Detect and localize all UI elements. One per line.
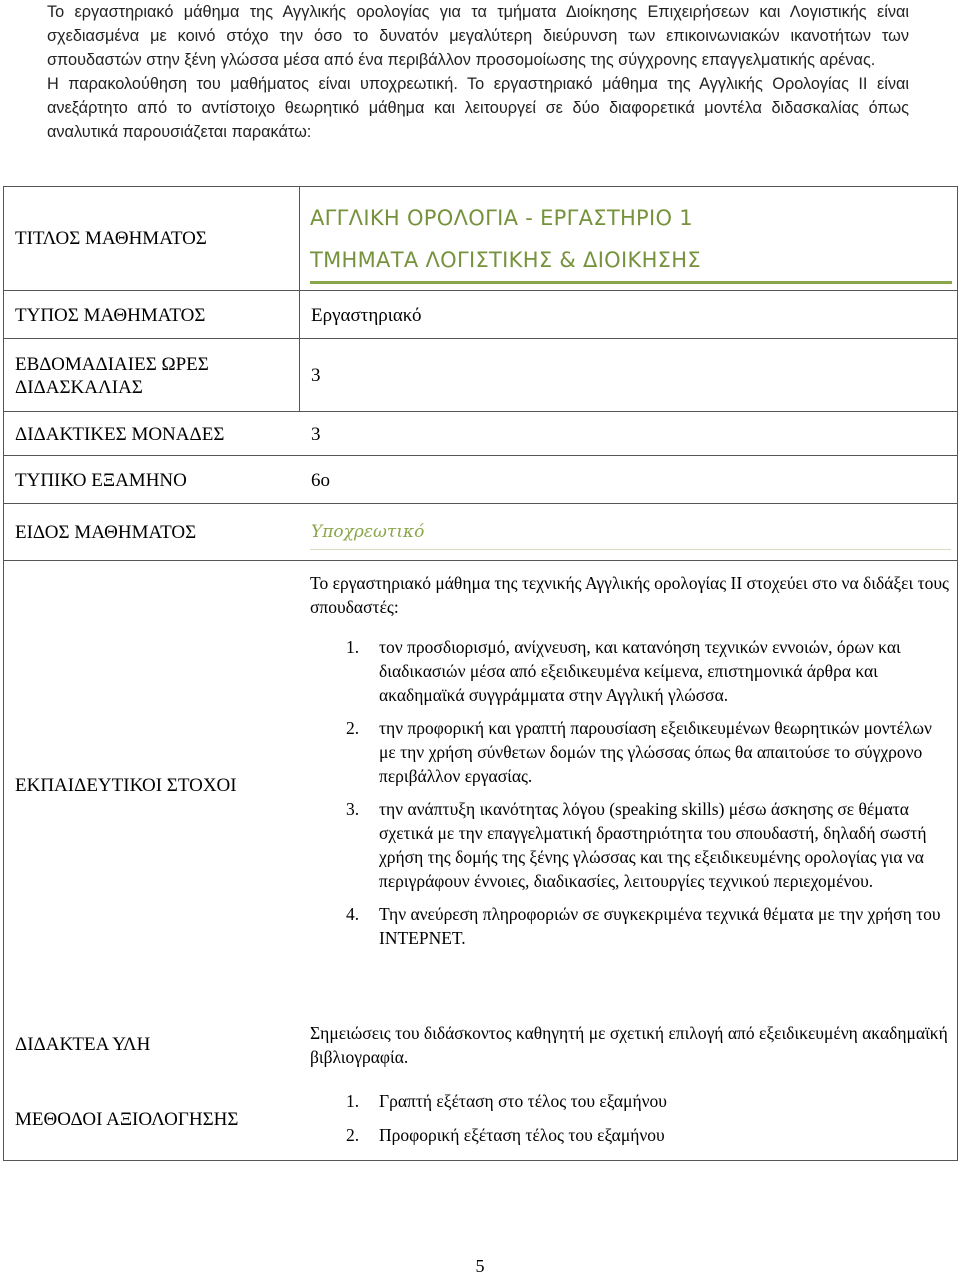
goal-item	[310, 797, 950, 893]
kind-underline	[310, 549, 951, 550]
row-type	[4, 290, 957, 339]
goal-number: 2.	[346, 718, 360, 738]
eval-content	[310, 1089, 950, 1157]
material-value: Σημειώσεις του διδάσκοντος καθηγητή με σχετική επιλογή από εξειδικευμένη ακαδημαϊκή βιβλιογραφία.	[310, 1023, 948, 1067]
course-title-line-1: ΑΓΓΛΙΚΗ ΟΡΟΛΟΓΙΑ - ΕΡΓΑΣΤΗΡΙΟ 1	[310, 206, 693, 230]
goal-item	[310, 635, 950, 707]
eval-list	[310, 1089, 950, 1147]
goals-label: ΕΚΠΑΙΔΕΥΤΙΚΟΙ ΣΤΟΧΟΙ	[15, 775, 237, 796]
course-title	[310, 197, 952, 284]
eval-label: ΜΕΘΟΔΟΙ ΑΞΙΟΛΟΓΗΣΗΣ	[15, 1109, 239, 1130]
course-info-table	[3, 186, 958, 1161]
eval-number: 2.	[346, 1125, 360, 1145]
course-title-line-2: ΤΜΗΜΑΤΑ ΛΟΓΙΣΤΙΚΗΣ & ΔΙΟΙΚΗΣΗΣ	[310, 248, 701, 272]
type-value: Εργαστηριακό	[311, 304, 422, 326]
goals-list	[310, 635, 950, 950]
eval-item	[310, 1089, 950, 1113]
goal-number: 4.	[346, 904, 360, 924]
units-label: ΔΙΔΑΚΤΙΚΕΣ ΜΟΝΑΔΕΣ	[15, 423, 225, 445]
goal-text: Την ανεύρεση πληροφοριών σε συγκεκριμένα τεχνικά θέματα με την χρήση του ΙΝΤΕΡΝΕΤ.	[379, 904, 941, 948]
eval-text: Γραπτή εξέταση στο τέλος του εξαμήνου	[379, 1091, 667, 1111]
row-hours	[4, 338, 957, 412]
goal-text: την ανάπτυξη ικανότητας λόγου (speaking skills) μέσω άσκησης σε θέματα σχετικά με την επαγγελματική δραστηριότητα του σπουδαστή, δηλαδή σωστή χρήση της δομής της ξένης γλώσσας και της εξειδικευμένης ορολογίας για να περιγράφουν έννοιες, διαδικασίες, λειτουργίες τεχνικού περιεχομένου.	[379, 799, 927, 891]
goals-intro: Το εργαστηριακό μάθημα της τεχνικής Αγγλικής ορολογίας ΙΙ στοχεύει στο να διδάξει τους σπουδαστές:	[310, 573, 949, 617]
intro-paragraph-1: Το εργαστηριακό μάθημα της Αγγλικής ορολογίας για τα τμήματα Διοίκησης Επιχειρήσεων και Λογιστικής είναι σχεδιασμένα με κοινό στόχο την όσο το δυνατόν μεγαλύτερη διεύρυνση των επικοινωνιακών ικανοτήτων των σπουδαστών στην ξένη γλώσσα μέσα από ένα περιβάλλον προσομοίωσης της σύγχρονης επαγγελματικής αρένας.	[47, 3, 909, 69]
goal-number: 3.	[346, 799, 360, 819]
goals-content	[310, 571, 950, 959]
row-title	[4, 187, 957, 290]
kind-label: ΕΙΔΟΣ ΜΑΘΗΜΑΤΟΣ	[15, 522, 197, 543]
goal-text: την προφορική και γραπτή παρουσίαση εξειδικευμένων θεωρητικών μοντέλων με την χρήση σύνθετων δομών της γλώσσας όπως θα απαιτούσε το σύγχρονο περιβάλλον εργασίας.	[379, 718, 932, 786]
semester-label: ΤΥΠΙΚΟ ΕΞΑΜΗΝΟ	[15, 469, 187, 491]
title-label: ΤΙΤΛΟΣ ΜΑΘΗΜΑΤΟΣ	[4, 187, 300, 290]
goal-number: 1.	[346, 637, 360, 657]
row-goals	[4, 560, 957, 1010]
row-units	[4, 411, 957, 456]
intro-text	[47, 0, 909, 144]
intro-paragraph-2: Η παρακολούθηση του μαθήματος είναι υποχρεωτική. Το εργαστηριακό μάθημα της Αγγλικής Ορολογίας ΙΙ είναι ανεξάρτητο από το αντίστοιχο θεωρητικό μάθημα και λειτουργεί σε δύο διαφορετικά μοντέλα διδασκαλίας όπως αναλυτικά παρουσιάζεται παρακάτω:	[47, 75, 909, 141]
kind-value-text: Υποχρεωτικό	[311, 522, 425, 542]
type-label: ΤΥΠΟΣ ΜΑΘΗΜΑΤΟΣ	[4, 291, 300, 339]
hours-value: 3	[311, 365, 321, 386]
eval-number: 1.	[346, 1091, 360, 1111]
hours-label-line-2: ΔΙΔΑΣΚΑΛΙΑΣ	[15, 376, 143, 398]
row-eval	[4, 1079, 957, 1160]
row-kind	[4, 503, 957, 561]
semester-value: 6ο	[311, 469, 330, 491]
hours-label	[4, 339, 300, 412]
kind-value	[300, 504, 957, 561]
page-number: 5	[475, 1256, 485, 1276]
hours-label-line-1: ΕΒΔΟΜΑΔΙΑΙΕΣ ΩΡΕΣ	[15, 353, 209, 375]
goal-item	[310, 902, 950, 950]
row-semester	[4, 455, 957, 504]
material-label: ΔΙΔΑΚΤΕΑ ΥΛΗ	[15, 1033, 151, 1055]
eval-text: Προφορική εξέταση τέλος του εξαμήνου	[379, 1125, 665, 1145]
goal-text: τον προσδιορισμό, ανίχνευση, και κατανόηση τεχνικών εννοιών, όρων και διαδικασιών μέσα από εξειδικευμένα κείμενα, επιστημονικά άρθρα και ακαδημαϊκά συγγράμματα στην Αγγλική γλώσσα.	[379, 637, 901, 705]
eval-item	[310, 1123, 950, 1147]
goal-item	[310, 716, 950, 788]
units-value: 3	[311, 423, 321, 445]
